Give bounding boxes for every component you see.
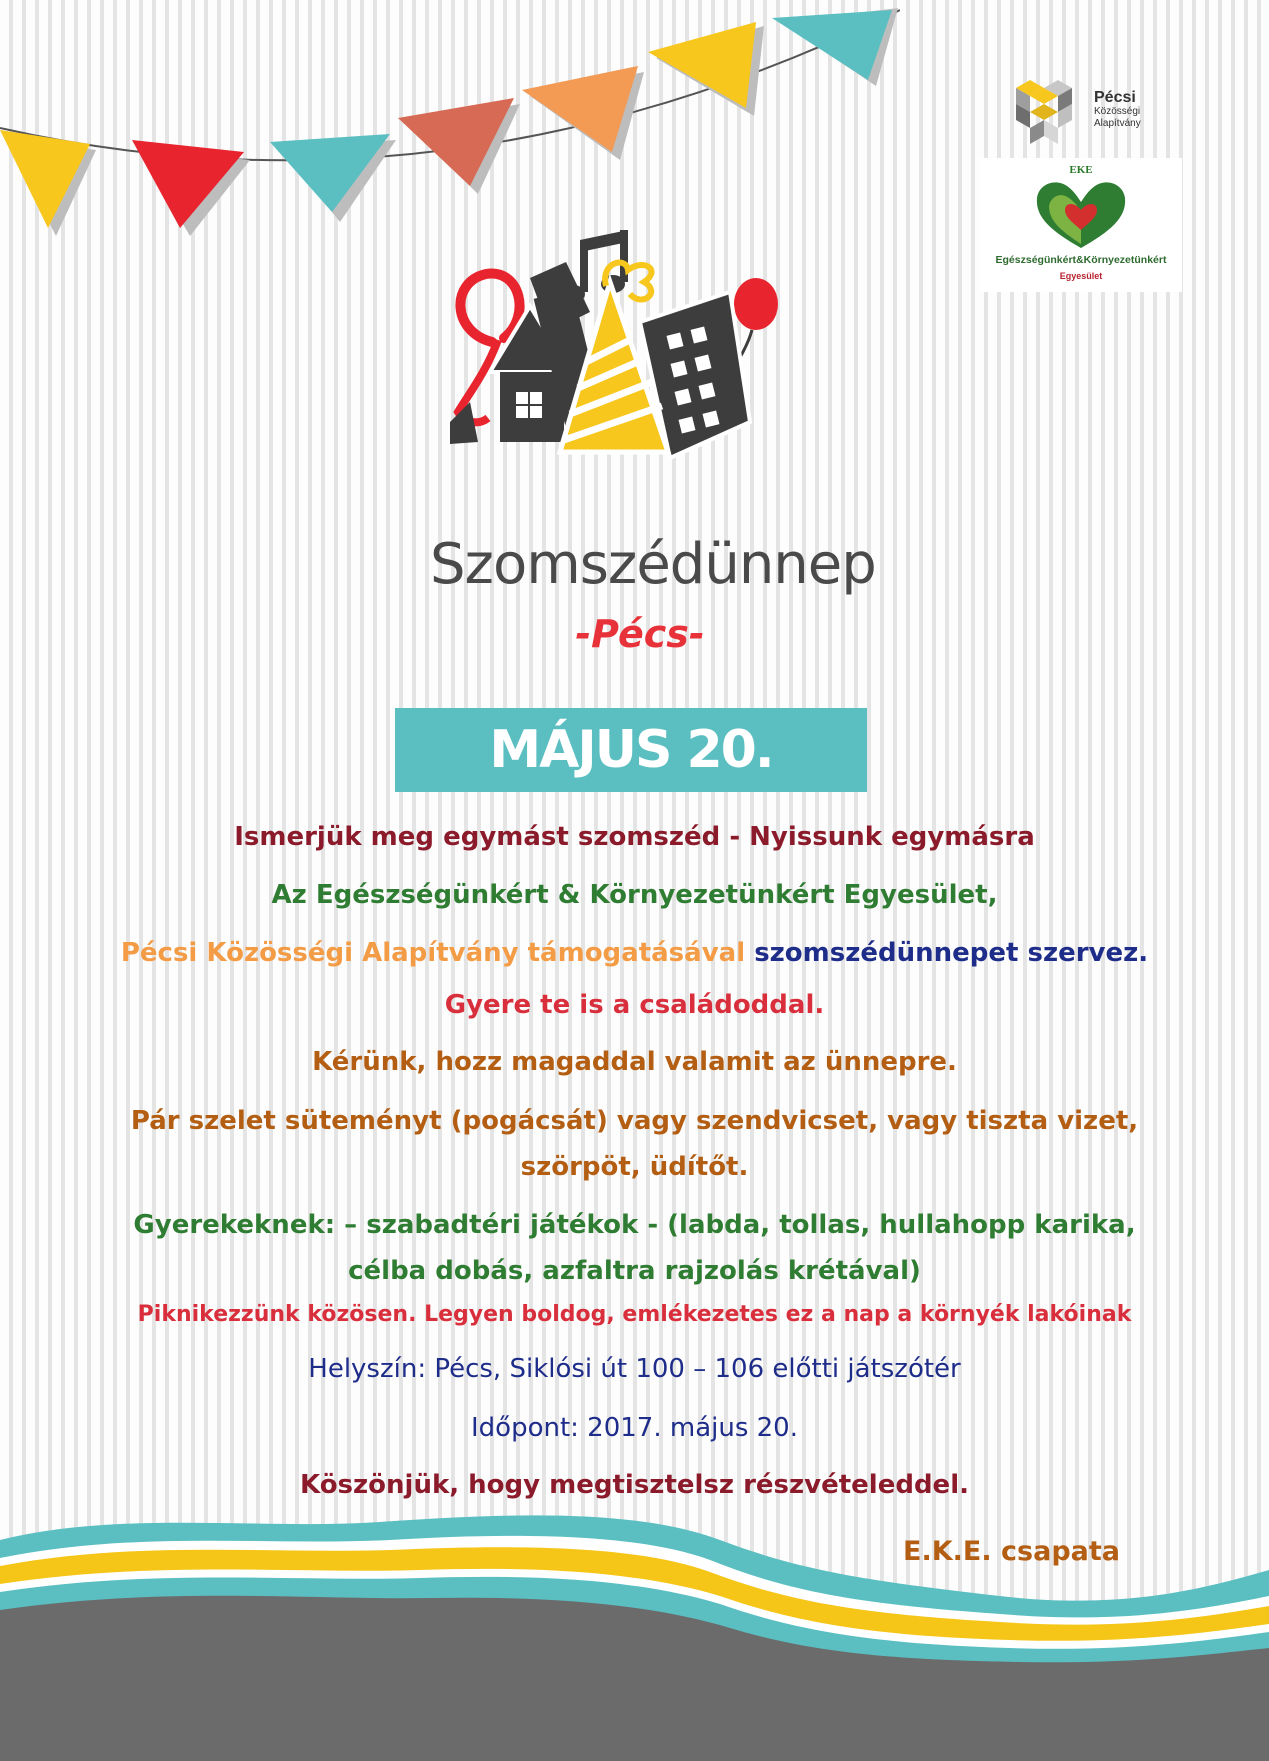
sponsor-line-part2: szomszédünnepet szervez. (754, 938, 1149, 968)
location-line: Helyszín: Pécs, Siklósi út 100 – 106 előtti játszótér (308, 1354, 961, 1384)
pka-logo (1002, 78, 1170, 148)
organizer-line: Az Egészségünkért & Környezetünkért Egyesület, (271, 880, 998, 910)
pka-logo-text: Pécsi Közösségi Alapítvány (1094, 89, 1141, 129)
sponsor-logos (980, 78, 1185, 293)
kids-line-1: Gyerekeknek: – szabadtéri játékok - (labda, tollas, hullahopp karika, (133, 1210, 1136, 1240)
kids-line-2: célba dobás, azfaltra rajzolás krétával) (348, 1256, 921, 1286)
time-line: Időpont: 2017. május 20. (470, 1413, 798, 1443)
bunting-flags (0, 0, 900, 260)
eke-logo (980, 158, 1182, 292)
thanks-line: Köszönjük, hogy megtisztelsz részvételeddel. (300, 1470, 969, 1500)
food-line-2: szörpöt, üdítőt. (520, 1152, 749, 1182)
heart-hands-icon (1033, 178, 1129, 252)
date-banner: MÁJUS 20. (395, 708, 867, 792)
eke-subtitle: Egyesület (1059, 271, 1103, 281)
signature: E.K.E. csapata (903, 1536, 1120, 1567)
eke-abbr: EKE (1069, 164, 1093, 176)
sponsor-line (0, 938, 1269, 968)
event-logo (430, 222, 876, 692)
intro-line: Ismerjük meg egymást szomszéd - Nyissunk egymásra (234, 822, 1035, 852)
event-logo-title: Szomszédünnep (430, 532, 876, 597)
invite-line: Gyere te is a családoddal. (444, 990, 825, 1020)
eke-name: Egészségünkért&Környezetünkért (995, 254, 1167, 266)
picnic-line: Piknikezzünk közösen. Legyen boldog, emlékezetes ez a nap a környék lakóinak (137, 1302, 1132, 1327)
food-line-1: Pár szelet süteményt (pogácsát) vagy szendvicset, vagy tiszta vizet, (130, 1106, 1139, 1136)
bring-line: Kérünk, hozz magaddal valamit az ünnepre. (312, 1047, 957, 1077)
party-illustration (430, 222, 850, 532)
sponsor-line-part1: Pécsi Közösségi Alapítvány támogatásával (120, 938, 746, 968)
event-logo-subtitle: -Pécs- (575, 612, 705, 656)
cube-logo-icon (1002, 78, 1086, 148)
